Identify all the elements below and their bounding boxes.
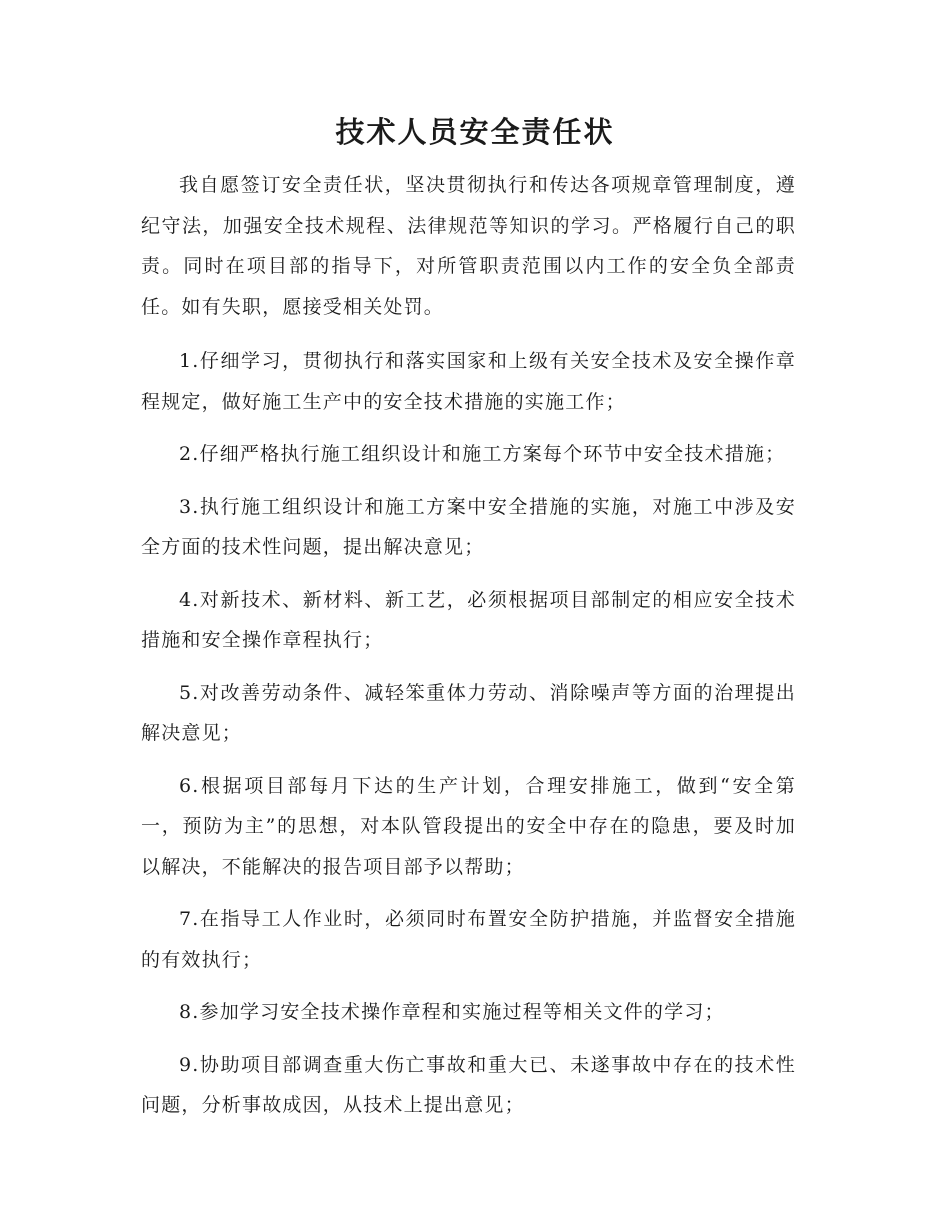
clause-2: 2.仔细严格执行施工组织设计和施工方案每个环节中安全技术措施； — [179, 443, 786, 465]
document-title: 技术人员安全责任状 — [335, 115, 615, 149]
clause-4: 4.对新技术、新材料、新工艺，必须根据项目部制定的相应安全技术措施和安全操作章程执行； — [141, 588, 796, 651]
clause-8: 8.参加学习安全技术操作章程和实施过程等相关文件的学习； — [179, 1001, 725, 1023]
clause-7: 7.在指导工人作业时，必须同时布置安全防护措施，并监督安全措施的有效执行； — [141, 908, 796, 971]
clause-5: 5.对改善劳动条件、减轻笨重体力劳动、消除噪声等方面的治理提出解决意见； — [141, 681, 796, 744]
clause-3: 3.执行施工组织设计和施工方案中安全措施的实施，对施工中涉及安全方面的技术性问题，提出解决意见； — [141, 495, 796, 558]
intro-paragraph: 我自愿签订安全责任状，坚决贯彻执行和传达各项规章管理制度，遵纪守法，加强安全技术规程、法律规范等知识的学习。严格履行自己的职责。同时在项目部的指导下，对所管职责范围以内工作的安全负全部责任。如有失职，愿接受相关处罚。 — [141, 174, 796, 318]
clause-1: 1.仔细学习，贯彻执行和落实国家和上级有关安全技术及安全操作章程规定，做好施工生产中的安全技术措施的实施工作； — [141, 350, 796, 413]
document-body — [141, 165, 796, 1138]
clause-9: 9.协助项目部调查重大伤亡事故和重大已、未遂事故中存在的技术性问题，分析事故成因，从技术上提出意见； — [141, 1053, 796, 1116]
clause-6: 6.根据项目部每月下达的生产计划，合理安排施工，做到“安全第一，预防为主”的思想，对本队管段提出的安全中存在的隐患，要及时加以解决，不能解决的报告项目部予以帮助； — [141, 774, 796, 878]
